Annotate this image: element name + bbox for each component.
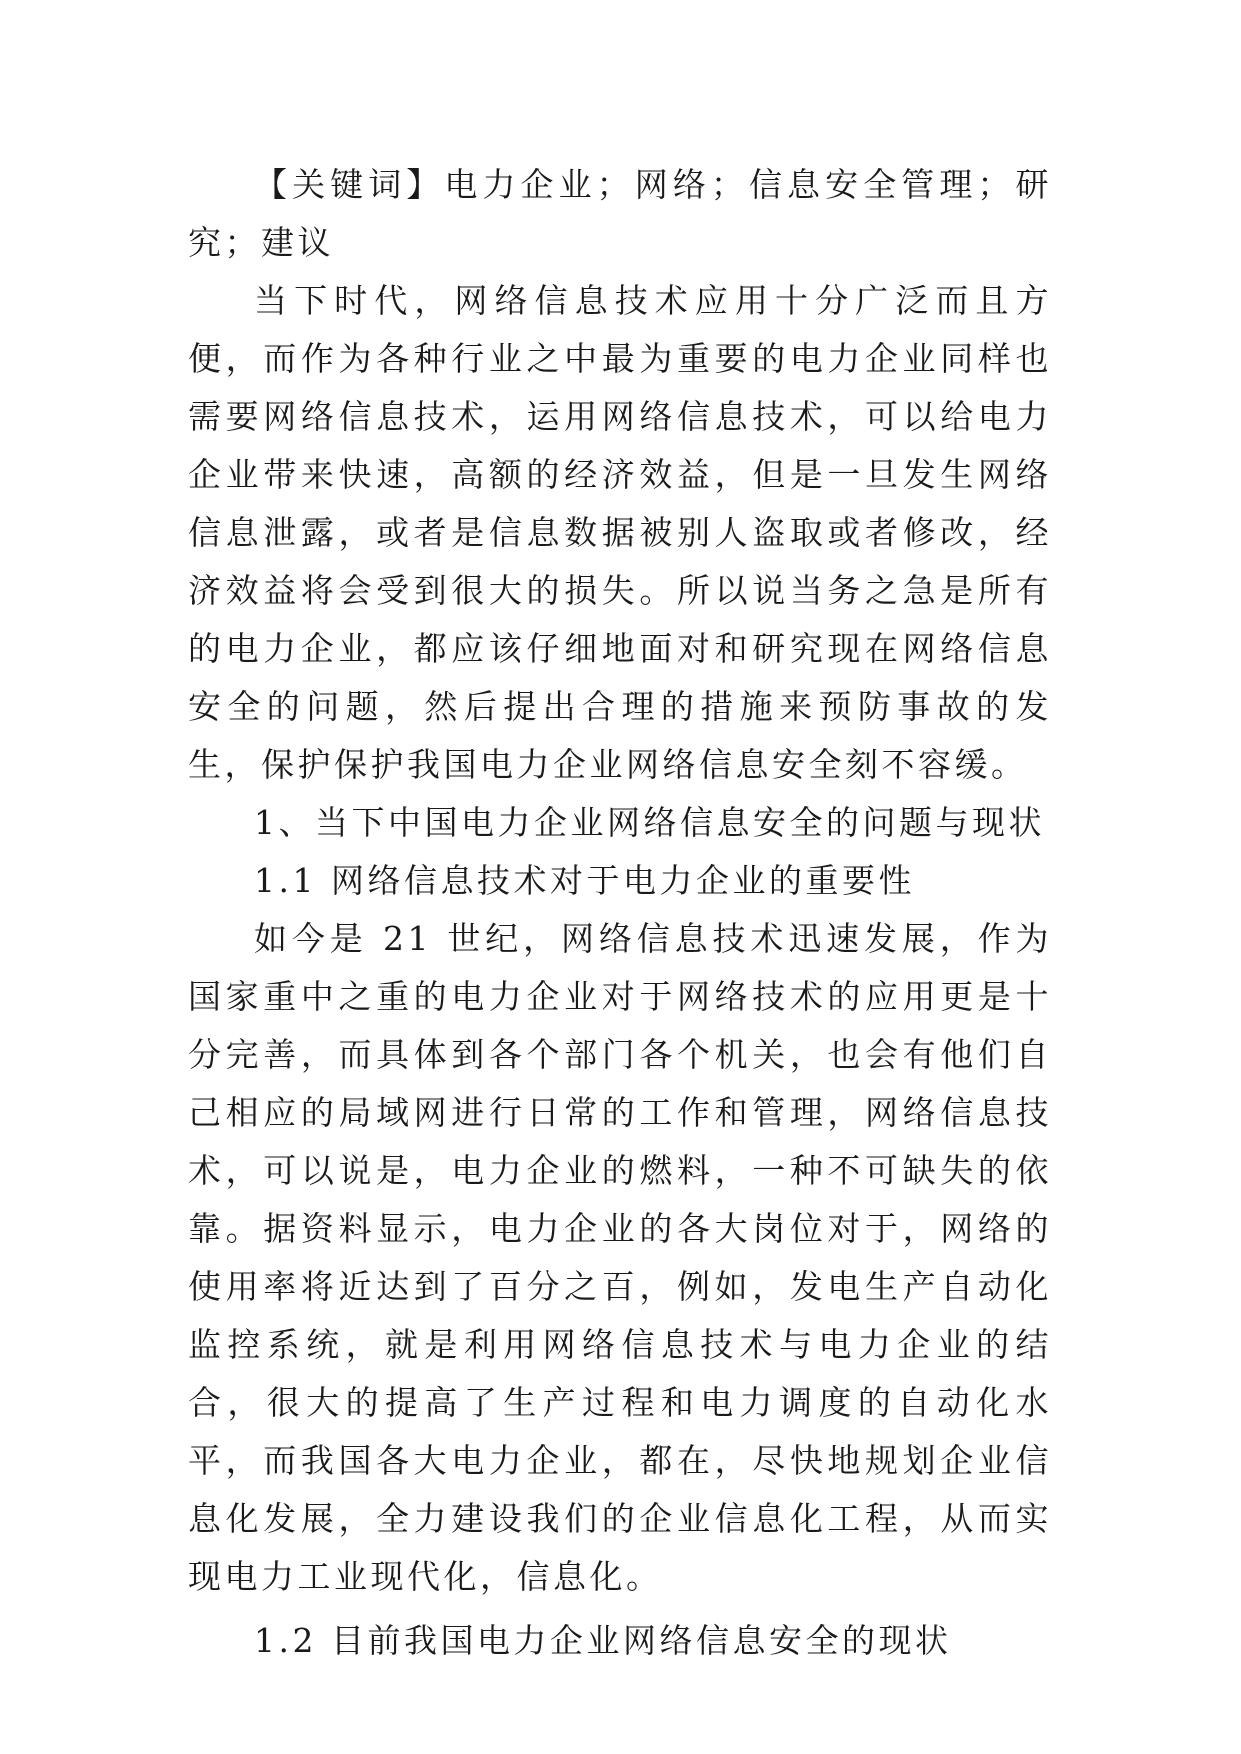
section-1-1-heading: 1.1 网络信息技术对于电力企业的重要性 [254, 861, 915, 900]
section-1-heading: 1、当下中国电力企业网络信息安全的问题与现状 [254, 803, 1045, 842]
keywords-paragraph: 【关键词】电力企业；网络；信息安全管理；研究；建议 [188, 165, 1052, 262]
document-body [188, 156, 1052, 1670]
section-1-1-paragraph: 如今是 21 世纪，网络信息技术迅速发展，作为国家重中之重的电力企业对于网络技术的应用更是十分完善，而具体到各个部门各个机关，也会有他们自己相应的局域网进行日常的工作和管理，网络信息技术，可以说是，电力企业的燃料，一种不可缺失的依靠。据资料显示，电力企业的各大岗位对于，网络的使用率将近达到了百分之百，例如，发电生产自动化监控系统，就是利用网络信息技术与电力企业的结合，很大的提高了生产过程和电力调度的自动化水平，而我国各大电力企业，都在，尽快地规划企业信息化发展，全力建设我们的企业信息化工程，从而实现电力工业现代化，信息化。 [188, 919, 1052, 1596]
section-1-2-heading: 1.2 目前我国电力企业网络信息安全的现状 [254, 1621, 952, 1660]
intro-paragraph: 当下时代，网络信息技术应用十分广泛而且方便，而作为各种行业之中最为重要的电力企业同样也需要网络信息技术，运用网络信息技术，可以给电力企业带来快速，高额的经济效益，但是一旦发生网络信息泄露，或者是信息数据被别人盗取或者修改，经济效益将会受到很大的损失。所以说当务之急是所有的电力企业，都应该仔细地面对和研究现在网络信息安全的问题，然后提出合理的措施来预防事故的发生，保护保护我国电力企业网络信息安全刻不容缓。 [188, 281, 1052, 784]
